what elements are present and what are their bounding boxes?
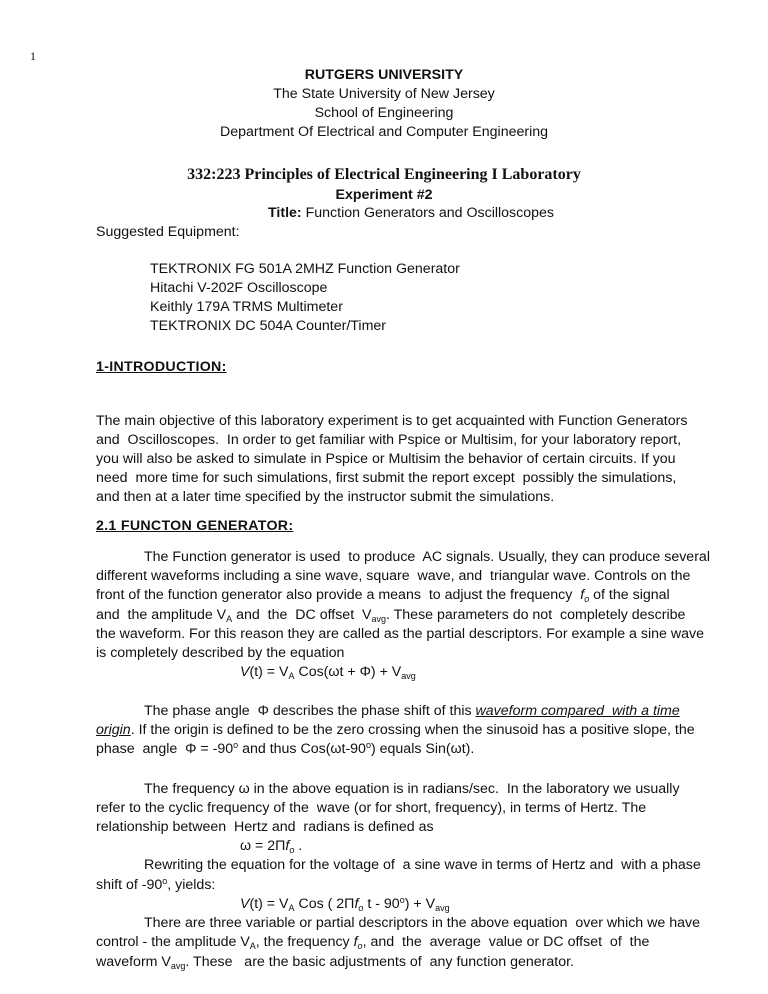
symbol: f	[353, 934, 358, 950]
subscript: o	[357, 941, 363, 951]
text: ) + V	[404, 896, 436, 912]
symbol: f	[285, 838, 290, 854]
paragraph-line: you will also be asked to simulate in Pspice or Multisim the behavior of certain circuits. If you	[96, 451, 676, 467]
subscript: avg	[435, 903, 450, 913]
state-line: The State University of New Jersey	[273, 86, 495, 102]
emphasis: waveform compared with a time	[475, 703, 680, 719]
paragraph-line: Rewriting the equation for the voltage of a sine wave in terms of Hertz and with a phase	[144, 857, 701, 873]
paragraph-line	[96, 933, 649, 951]
text: . These parameters do not completely describe	[386, 607, 686, 623]
text: Cos ( 2Π	[294, 896, 355, 912]
text: .	[294, 838, 303, 854]
text: t - 90	[363, 896, 400, 912]
university-name: RUTGERS UNIVERSITY	[304, 67, 464, 83]
paragraph-line: the waveform. For this reason they are called as the partial descriptors. For example a sine wave	[96, 626, 704, 642]
equipment-label: Suggested Equipment:	[96, 224, 240, 240]
text: , and the average value or DC offset of the	[362, 934, 650, 950]
text: Cos(ωt + Φ) + V	[294, 664, 402, 680]
equipment-item: Hitachi V-202F Oscilloscope	[150, 280, 328, 296]
page-number: 1	[30, 49, 36, 63]
text: V	[240, 664, 250, 680]
paragraph-line	[96, 953, 574, 971]
paragraph-line: different waveforms including a sine wave, square wave, and triangular wave. Controls on the	[96, 568, 691, 584]
text: The phase angle Φ describes the phase shift of this	[144, 703, 476, 719]
subscript: A	[249, 941, 256, 951]
paragraph-line: need more time for such simulations, first submit the report except possibly the simulations,	[96, 470, 677, 486]
subscript: o	[584, 594, 590, 604]
course-title: 332:223 Principles of Electrical Engineering I Laboratory	[187, 166, 581, 183]
symbol: f	[354, 896, 359, 912]
subscript: avg	[170, 961, 186, 971]
text: phase angle Φ = -90	[96, 741, 234, 757]
paragraph-line: is completely described by the equation	[96, 645, 345, 661]
text: . If the origin is defined to be the zero crossing when the sinusoid has a positive slope, the	[130, 722, 695, 738]
paragraph-line: The main objective of this laboratory experiment is to get acquainted with Function Generators	[96, 413, 688, 429]
subscript: avg	[401, 671, 416, 681]
text: , yields:	[167, 877, 216, 893]
text: and the DC offset V	[232, 607, 372, 623]
paragraph-line: The Function generator is used to produce AC signals. Usually, they can produce several	[144, 549, 710, 565]
subscript: A	[226, 614, 233, 624]
equation	[240, 895, 450, 913]
subscript: o	[289, 845, 295, 855]
symbol: f	[580, 587, 585, 603]
superscript: o	[233, 740, 239, 750]
equipment-item: Keithly 179A TRMS Multimeter	[150, 299, 343, 315]
emphasis: origin	[96, 722, 131, 738]
subscript: A	[288, 671, 295, 681]
superscript: o	[365, 740, 371, 750]
paragraph-line: There are three variable or partial descriptors in the above equation over which we have	[144, 915, 700, 931]
paragraph-line: and Oscilloscopes. In order to get familiar with Pspice or Multisim, for your laboratory report,	[96, 432, 682, 448]
paragraph-line	[96, 606, 685, 624]
equipment-item: TEKTRONIX DC 504A Counter/Timer	[150, 318, 386, 334]
paragraph-line	[144, 702, 680, 720]
text: ω = 2Π	[240, 838, 286, 854]
text: and the amplitude V	[96, 607, 227, 623]
subscript: avg	[371, 614, 386, 624]
text: (t) = V	[249, 664, 289, 680]
experiment-title	[268, 204, 554, 222]
paragraph-line: The frequency ω in the above equation is in radians/sec. In the laboratory we usually	[144, 781, 680, 797]
section-heading: 2.1 FUNCTON GENERATOR:	[96, 518, 294, 534]
text: V	[240, 896, 250, 912]
department-name: Department Of Electrical and Computer Engineering	[219, 124, 549, 140]
experiment-number: Experiment #2	[335, 187, 433, 203]
text: . These are the basic adjustments of any function generator.	[185, 954, 574, 970]
paragraph-line	[96, 586, 670, 604]
subscript: o	[358, 903, 364, 913]
subscript: A	[288, 903, 295, 913]
text: (t) = V	[249, 896, 289, 912]
paragraph-line	[96, 876, 215, 894]
text: control - the amplitude V	[96, 934, 250, 950]
superscript: o	[399, 895, 405, 905]
school-name: School of Engineering	[314, 105, 454, 121]
equation	[240, 663, 416, 681]
paragraph-line: refer to the cyclic frequency of the wave (or for short, frequency), in terms of Hertz. The	[96, 800, 647, 816]
text: waveform V	[96, 954, 171, 970]
text: of the signal	[589, 587, 670, 603]
text: , the frequency	[255, 934, 354, 950]
paragraph-line: relationship between Hertz and radians is defined as	[96, 819, 434, 835]
equation	[240, 837, 302, 855]
text: and thus Cos(ωt-90	[238, 741, 366, 757]
section-heading: 1-INTRODUCTION:	[96, 359, 227, 375]
paragraph-line	[96, 740, 474, 758]
text: front of the function generator also provide a means to adjust the frequency	[96, 587, 581, 603]
text: ) equals Sin(ωt).	[370, 741, 475, 757]
equipment-item: TEKTRONIX FG 501A 2MHZ Function Generator	[150, 261, 460, 277]
text: shift of -90	[96, 877, 163, 893]
title-value: Function Generators and Oscilloscopes	[301, 205, 554, 221]
title-label: Title:	[268, 205, 302, 221]
paragraph-line: and then at a later time specified by the instructor submit the simulations.	[96, 489, 555, 505]
superscript: o	[162, 876, 168, 886]
paragraph-line	[96, 721, 695, 739]
